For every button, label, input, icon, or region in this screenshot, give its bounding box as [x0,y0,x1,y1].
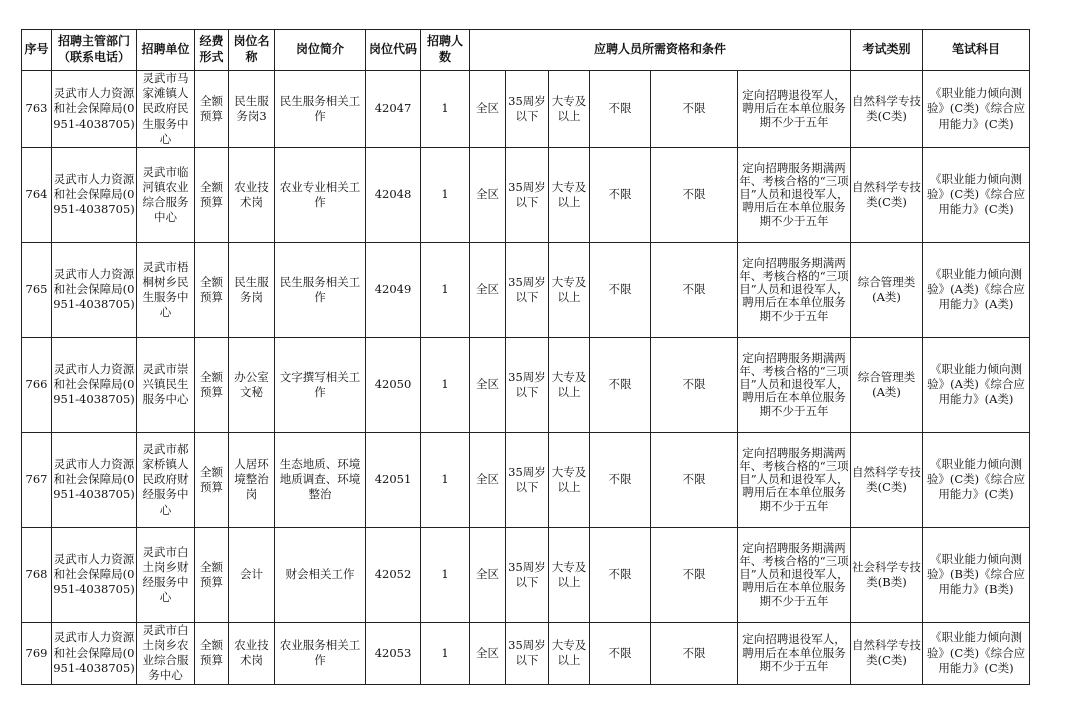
cell-code: 42047 [366,71,421,148]
cell-count: 1 [421,337,470,432]
cell-dept: 灵武市人力资源和社会保障局(0951-4038705) [52,432,137,527]
cell-unit: 灵武市白土岗乡财经服务中心 [137,527,195,622]
cell-unit: 灵武市临河镇农业综合服务中心 [137,147,195,242]
cell-other: 不限 [651,147,738,242]
header-subjects: 笔试科目 [923,30,1030,71]
cell-subjects: 《职业能力倾向测验》(B类)《综合应用能力》(B类) [923,527,1030,622]
cell-subjects: 《职业能力倾向测验》(C类)《综合应用能力》(C类) [923,147,1030,242]
cell-dept: 灵武市人力资源和社会保障局(0951-4038705) [52,147,137,242]
cell-no: 768 [22,527,52,622]
cell-unit: 灵武市马家滩镇人民政府民生服务中心 [137,71,195,148]
cell-exam: 自然科学专技类(C类) [851,147,923,242]
cell-conditions: 定向招聘服务期满两年、考核合格的“三项目”人员和退役军人，聘用后在本单位服务期不少于五年 [738,242,851,337]
cell-unit: 灵武市白土岗乡农业综合服务中心 [137,622,195,684]
cell-fund: 全额预算 [195,147,229,242]
cell-subjects: 《职业能力倾向测验》(A类)《综合应用能力》(A类) [923,242,1030,337]
cell-exam: 综合管理类(A类) [851,242,923,337]
cell-major: 不限 [590,622,651,684]
cell-count: 1 [421,147,470,242]
cell-fund: 全额预算 [195,527,229,622]
cell-code: 42053 [366,622,421,684]
cell-edu: 大专及以上 [549,337,590,432]
cell-dept: 灵武市人力资源和社会保障局(0951-4038705) [52,71,137,148]
cell-exam: 自然科学专技类(C类) [851,71,923,148]
cell-subjects: 《职业能力倾向测验》(A类)《综合应用能力》(A类) [923,337,1030,432]
cell-other: 不限 [651,432,738,527]
cell-conditions: 定向招聘服务期满两年、考核合格的“三项目”人员和退役军人，聘用后在本单位服务期不少于五年 [738,432,851,527]
cell-count: 1 [421,527,470,622]
header-count: 招聘人数 [421,30,470,71]
cell-dept: 灵武市人力资源和社会保障局(0951-4038705) [52,242,137,337]
cell-post: 民生服务岗 [229,242,275,337]
cell-exam: 社会科学专技类(B类) [851,527,923,622]
cell-intro: 农业专业相关工作 [275,147,366,242]
header-intro: 岗位简介 [275,30,366,71]
cell-other: 不限 [651,337,738,432]
cell-code: 42051 [366,432,421,527]
table-row [22,242,1030,337]
cell-count: 1 [421,71,470,148]
cell-region: 全区 [470,147,506,242]
cell-no: 766 [22,337,52,432]
cell-subjects: 《职业能力倾向测验》(C类)《综合应用能力》(C类) [923,432,1030,527]
cell-intro: 农业服务相关工作 [275,622,366,684]
cell-other: 不限 [651,527,738,622]
cell-code: 42050 [366,337,421,432]
cell-other: 不限 [651,71,738,148]
cell-post: 人居环境整治岗 [229,432,275,527]
cell-count: 1 [421,242,470,337]
table-row [22,337,1030,432]
cell-post: 农业技术岗 [229,622,275,684]
cell-edu: 大专及以上 [549,71,590,148]
cell-conditions: 定向招聘服务期满两年、考核合格的“三项目”人员和退役军人，聘用后在本单位服务期不少于五年 [738,337,851,432]
cell-edu: 大专及以上 [549,622,590,684]
cell-intro: 民生服务相关工作 [275,71,366,148]
table-body [22,71,1030,685]
cell-major: 不限 [590,432,651,527]
cell-age: 35周岁以下 [506,432,549,527]
cell-intro: 民生服务相关工作 [275,242,366,337]
cell-conditions: 定向招聘服务期满两年、考核合格的“三项目”人员和退役军人，聘用后在本单位服务期不少于五年 [738,147,851,242]
cell-age: 35周岁以下 [506,242,549,337]
cell-region: 全区 [470,337,506,432]
cell-fund: 全额预算 [195,71,229,148]
header-no: 序号 [22,30,52,71]
cell-other: 不限 [651,242,738,337]
cell-no: 765 [22,242,52,337]
cell-intro: 生态地质、环境地质调查、环境整治 [275,432,366,527]
cell-unit: 灵武市梧桐树乡民生服务中心 [137,242,195,337]
cell-fund: 全额预算 [195,242,229,337]
cell-no: 764 [22,147,52,242]
cell-major: 不限 [590,147,651,242]
header-row [22,30,1030,71]
cell-major: 不限 [590,242,651,337]
cell-subjects: 《职业能力倾向测验》(C类)《综合应用能力》(C类) [923,71,1030,148]
cell-edu: 大专及以上 [549,242,590,337]
cell-conditions: 定向招聘退役军人，聘用后在本单位服务期不少于五年 [738,71,851,148]
recruitment-table-page [21,29,1030,685]
cell-major: 不限 [590,527,651,622]
cell-subjects: 《职业能力倾向测验》(C类)《综合应用能力》(C类) [923,622,1030,684]
cell-region: 全区 [470,622,506,684]
cell-region: 全区 [470,242,506,337]
header-unit: 招聘单位 [137,30,195,71]
cell-fund: 全额预算 [195,432,229,527]
cell-major: 不限 [590,337,651,432]
cell-intro: 财会相关工作 [275,527,366,622]
cell-code: 42049 [366,242,421,337]
cell-exam: 自然科学专技类(C类) [851,622,923,684]
cell-fund: 全额预算 [195,337,229,432]
cell-region: 全区 [470,432,506,527]
cell-post: 会计 [229,527,275,622]
recruitment-table [21,29,1030,685]
cell-region: 全区 [470,71,506,148]
cell-region: 全区 [470,527,506,622]
cell-unit: 灵武市崇兴镇民生服务中心 [137,337,195,432]
cell-count: 1 [421,622,470,684]
cell-major: 不限 [590,71,651,148]
cell-conditions: 定向招聘退役军人，聘用后在本单位服务期不少于五年 [738,622,851,684]
cell-dept: 灵武市人力资源和社会保障局(0951-4038705) [52,622,137,684]
table-row [22,527,1030,622]
header-fund: 经费形式 [195,30,229,71]
cell-no: 763 [22,71,52,148]
cell-edu: 大专及以上 [549,147,590,242]
table-row [22,71,1030,148]
cell-edu: 大专及以上 [549,432,590,527]
header-post: 岗位名称 [229,30,275,71]
cell-age: 35周岁以下 [506,622,549,684]
cell-edu: 大专及以上 [549,527,590,622]
cell-code: 42048 [366,147,421,242]
cell-post: 民生服务岗3 [229,71,275,148]
cell-no: 767 [22,432,52,527]
table-row [22,432,1030,527]
cell-conditions: 定向招聘服务期满两年、考核合格的“三项目”人员和退役军人，聘用后在本单位服务期不少于五年 [738,527,851,622]
cell-count: 1 [421,432,470,527]
cell-exam: 综合管理类(A类) [851,337,923,432]
cell-other: 不限 [651,622,738,684]
header-code: 岗位代码 [366,30,421,71]
cell-no: 769 [22,622,52,684]
cell-age: 35周岁以下 [506,527,549,622]
cell-fund: 全额预算 [195,622,229,684]
cell-exam: 自然科学专技类(C类) [851,432,923,527]
cell-dept: 灵武市人力资源和社会保障局(0951-4038705) [52,337,137,432]
cell-code: 42052 [366,527,421,622]
cell-age: 35周岁以下 [506,71,549,148]
header-exam: 考试类别 [851,30,923,71]
table-row [22,147,1030,242]
table-row [22,622,1030,684]
cell-post: 办公室文秘 [229,337,275,432]
cell-post: 农业技术岗 [229,147,275,242]
header-dept: 招聘主管部门（联系电话） [52,30,137,71]
cell-unit: 灵武市郝家桥镇人民政府财经服务中心 [137,432,195,527]
cell-dept: 灵武市人力资源和社会保障局(0951-4038705) [52,527,137,622]
cell-intro: 文字撰写相关工作 [275,337,366,432]
header-conditions: 应聘人员所需资格和条件 [470,30,851,71]
cell-age: 35周岁以下 [506,337,549,432]
cell-age: 35周岁以下 [506,147,549,242]
